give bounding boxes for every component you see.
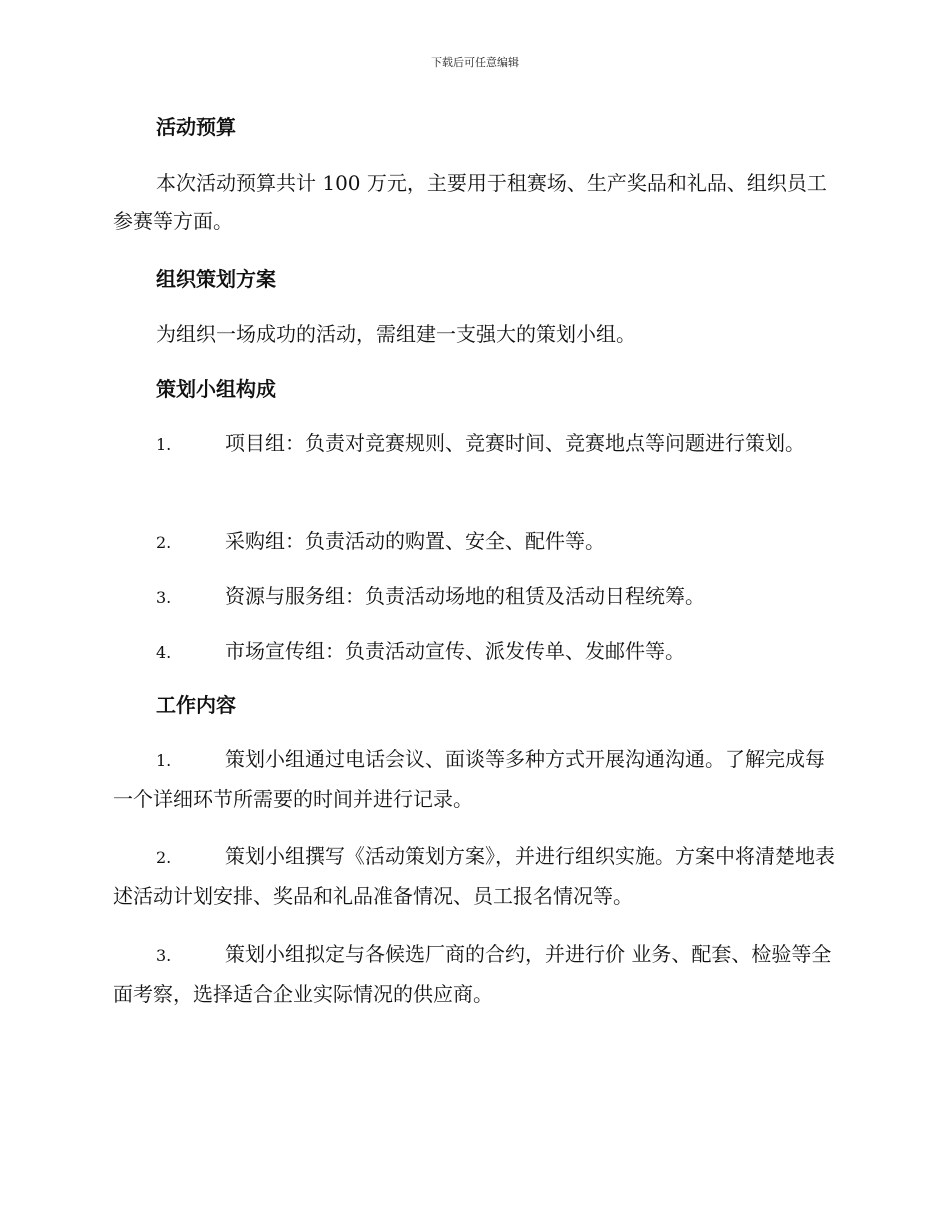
list-item-number: 1. — [156, 435, 172, 454]
section-title-budget: 活动预算 — [156, 115, 236, 139]
page-header: 下载后可任意编辑 — [431, 56, 519, 69]
list-item-number: 2. — [156, 533, 172, 552]
section-title-work: 工作内容 — [156, 693, 236, 717]
list-item — [113, 935, 838, 1013]
list-item-text: 项目组：负责对竞赛规则、竞赛时间、竞赛地点等问题进行策划。 — [225, 431, 805, 455]
list-item-number: 2. — [156, 848, 172, 867]
list-item-text: 采购组：负责活动的购置、安全、配件等。 — [225, 529, 605, 553]
section-title-team: 策划小组构成 — [156, 377, 276, 401]
list-item-number: 1. — [156, 751, 172, 770]
section-body-budget: 本次活动预算共计 100 万元，主要用于租赛场、生产奖品和礼品、组织员工参赛等方面。 — [113, 171, 827, 233]
list-item-number: 4. — [156, 643, 172, 662]
list-item-text: 策划小组拟定与各候选厂商的合约，并进行价 业务、配套、检验等全面考察，选择适合企业实际情况的供应商。 — [113, 942, 832, 1006]
list-item-text: 策划小组通过电话会议、面谈等多种方式开展沟通沟通。了解完成每一个详细环节所需要的时间并进行记录。 — [113, 747, 825, 811]
section-body-organization: 为组织一场成功的活动，需组建一支强大的策划小组。 — [156, 322, 636, 346]
list-item-number: 3. — [156, 946, 172, 965]
list-item — [113, 632, 838, 672]
list-item-text: 市场宣传组：负责活动宣传、派发传单、发邮件等。 — [225, 639, 685, 663]
list-item — [113, 422, 838, 466]
section-title-organization: 组织策划方案 — [156, 267, 276, 291]
list-item-number: 3. — [156, 588, 172, 607]
list-item — [113, 577, 838, 617]
list-item-text: 资源与服务组：负责活动场地的租赁及活动日程统筹。 — [225, 584, 705, 608]
list-item-text: 策划小组撰写《活动策划方案》，并进行组织实施。方案中将清楚地表述活动计划安排、奖品和礼品准备情况、员工报名情况等。 — [113, 844, 835, 908]
list-item — [113, 837, 838, 915]
list-item — [113, 522, 838, 562]
list-item — [113, 740, 838, 818]
